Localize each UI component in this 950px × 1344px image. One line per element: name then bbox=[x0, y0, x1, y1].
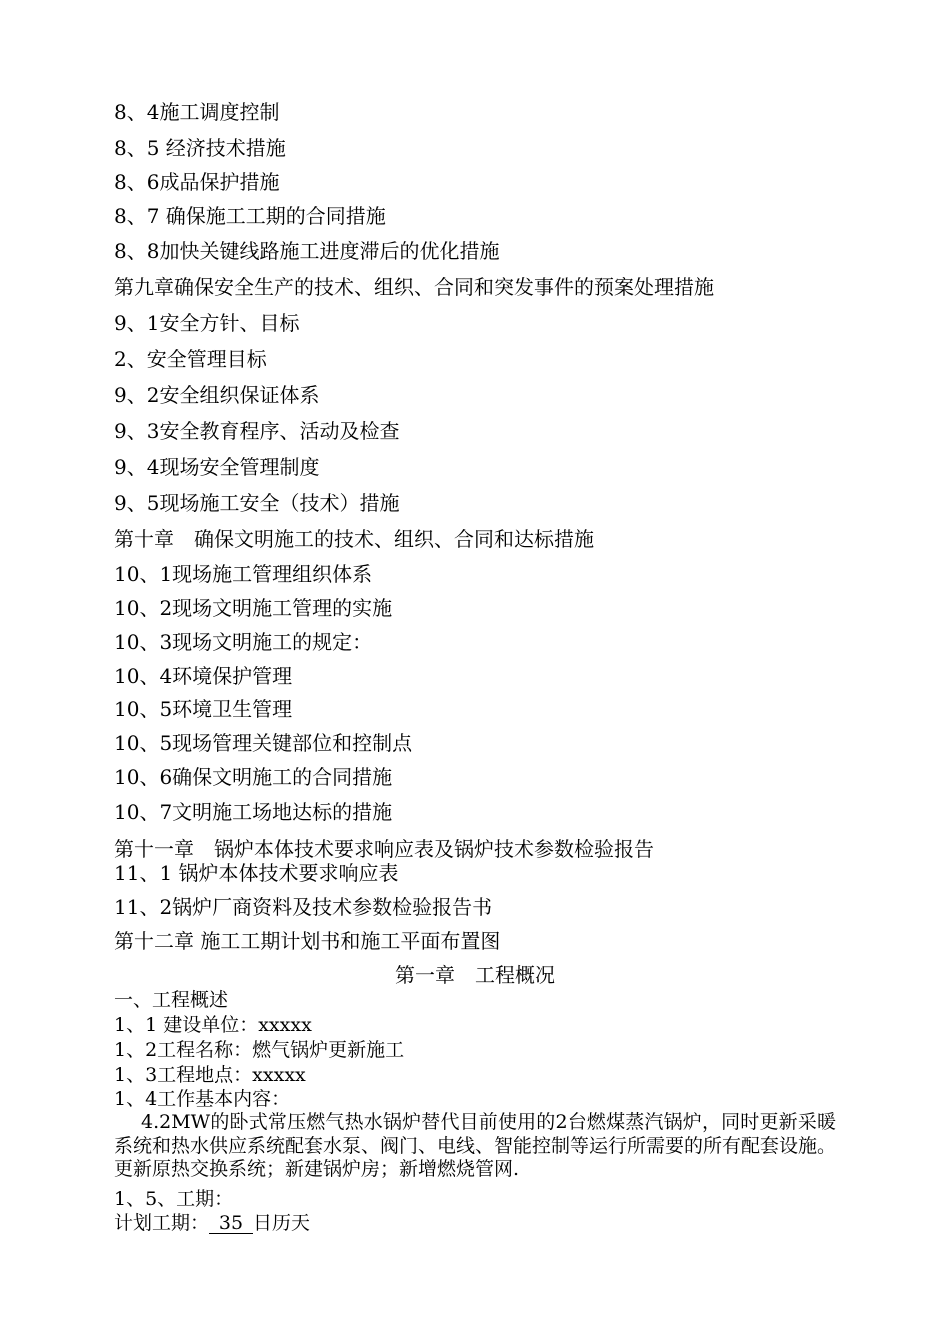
scope-paragraph: 4.2MW的卧式常压燃气热水锅炉替代目前使用的2台燃煤蒸汽锅炉，同时更新采暖系统和热水供应系统配套水泵、阀门、电线、智能控制等运行所需要的所有配套设施。更新原热交换系统；新建锅炉房；新增燃烧管网. bbox=[114, 1111, 837, 1180]
schedule-line bbox=[114, 1211, 310, 1235]
toc-item: 10、5现场管理关键部位和控制点 bbox=[114, 731, 413, 755]
schedule-value: 35 bbox=[209, 1213, 253, 1234]
toc-item: 10、6确保文明施工的合同措施 bbox=[114, 765, 393, 789]
toc-item: 8、6成品保护措施 bbox=[114, 170, 280, 194]
schedule-unit: 日历天 bbox=[253, 1212, 311, 1234]
toc-item: 11、2锅炉厂商资料及技术参数检验报告书 bbox=[114, 895, 493, 919]
toc-chapter-heading: 第九章确保安全生产的技术、组织、合同和突发事件的预案处理措施 bbox=[114, 275, 714, 299]
toc-item: 10、7文明施工场地达标的措施 bbox=[114, 800, 393, 824]
schedule-label: 计划工期： bbox=[114, 1212, 210, 1234]
info-line-scope-heading: 1、4工作基本内容： bbox=[114, 1088, 291, 1110]
toc-item: 10、1现场施工管理组织体系 bbox=[114, 562, 373, 586]
toc-item: 10、5环境卫生管理 bbox=[114, 697, 293, 721]
toc-item: 2、安全管理目标 bbox=[114, 347, 267, 371]
toc-item: 9、5现场施工安全（技术）措施 bbox=[114, 491, 400, 515]
info-line-project-name: 1、2工程名称：燃气锅炉更新施工 bbox=[114, 1039, 405, 1061]
toc-chapter-heading: 第十二章 施工工期计划书和施工平面布置图 bbox=[114, 929, 501, 953]
info-line-duration-heading: 1、5、工期： bbox=[114, 1188, 234, 1210]
toc-item: 10、2现场文明施工管理的实施 bbox=[114, 596, 393, 620]
toc-item: 8、8加快关键线路施工进度滞后的优化措施 bbox=[114, 239, 500, 263]
section-heading: 一、工程概述 bbox=[114, 989, 229, 1011]
toc-chapter-heading: 第十章 确保文明施工的技术、组织、合同和达标措施 bbox=[114, 527, 594, 551]
toc-item: 10、3现场文明施工的规定： bbox=[114, 630, 373, 654]
toc-item: 8、7 确保施工工期的合同措施 bbox=[114, 204, 386, 228]
toc-item: 11、1 锅炉本体技术要求响应表 bbox=[114, 861, 399, 885]
chapter-title: 第一章 工程概况 bbox=[395, 963, 555, 987]
toc-item: 10、4环境保护管理 bbox=[114, 664, 293, 688]
info-line-location: 1、3工程地点：xxxxx bbox=[114, 1064, 306, 1086]
toc-item: 8、5 经济技术措施 bbox=[114, 136, 286, 160]
toc-item: 9、1安全方针、目标 bbox=[114, 311, 300, 335]
info-line-client: 1、1 建设单位：xxxxx bbox=[114, 1014, 312, 1036]
toc-chapter-heading: 第十一章 锅炉本体技术要求响应表及锅炉技术参数检验报告 bbox=[114, 837, 654, 861]
toc-item: 8、4施工调度控制 bbox=[114, 100, 280, 124]
toc-item: 9、4现场安全管理制度 bbox=[114, 455, 320, 479]
toc-item: 9、2安全组织保证体系 bbox=[114, 383, 320, 407]
toc-item: 9、3安全教育程序、活动及检查 bbox=[114, 419, 400, 443]
